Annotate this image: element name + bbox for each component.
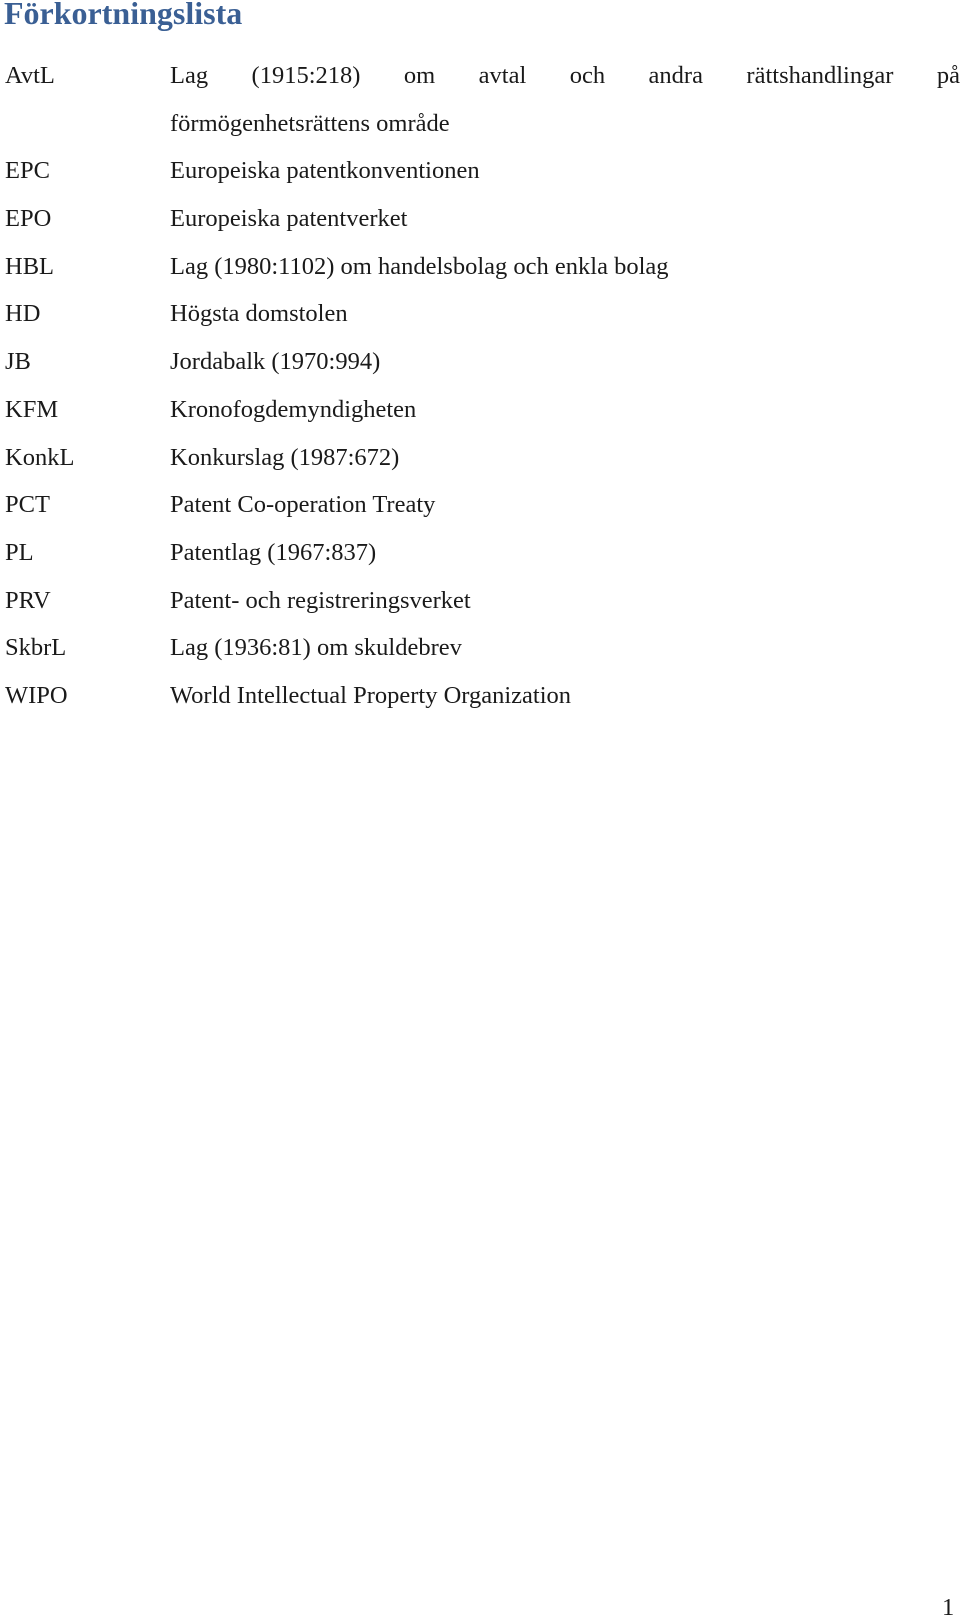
page-heading: Förkortningslista bbox=[4, 0, 243, 31]
description-word: rättshandlingar bbox=[746, 62, 894, 89]
abbreviation-term: PCT bbox=[5, 491, 50, 519]
abbreviation-term: EPO bbox=[5, 205, 52, 233]
description-word: på bbox=[936, 62, 960, 89]
abbreviation-entry bbox=[0, 481, 960, 529]
abbreviation-term: SkbrL bbox=[5, 634, 67, 662]
abbreviation-term: AvtL bbox=[5, 62, 55, 89]
abbreviation-description: Lag (1936:81) om skuldebrev bbox=[170, 634, 462, 662]
abbreviation-entry bbox=[0, 195, 960, 243]
abbreviation-description: Jordabalk (1970:994) bbox=[170, 348, 381, 376]
abbreviation-term: JB bbox=[5, 348, 31, 376]
abbreviation-entry bbox=[0, 577, 960, 625]
abbreviation-term: KonkL bbox=[5, 443, 75, 471]
description-word: (1915:218) bbox=[251, 62, 361, 89]
abbreviation-description: Europeiska patentverket bbox=[170, 205, 408, 233]
abbreviation-entry bbox=[0, 52, 960, 147]
description-continuation: förmögenhetsrättens område bbox=[170, 109, 450, 137]
abbreviation-entry bbox=[0, 386, 960, 434]
abbreviation-entry bbox=[0, 434, 960, 482]
abbreviation-term: HD bbox=[5, 300, 41, 328]
abbreviation-term: HBL bbox=[5, 252, 54, 280]
abbreviation-entry bbox=[0, 672, 960, 720]
abbreviation-description: Patent Co-operation Treaty bbox=[170, 491, 436, 519]
abbreviation-entry bbox=[0, 147, 960, 195]
abbreviation-description: Kronofogdemyndigheten bbox=[170, 395, 417, 423]
abbreviation-term: EPC bbox=[5, 157, 50, 185]
abbreviation-entry bbox=[0, 529, 960, 577]
abbreviation-description: Patent- och registreringsverket bbox=[170, 586, 471, 614]
page-number: 1 bbox=[942, 1594, 955, 1621]
abbreviation-term: PL bbox=[5, 538, 34, 566]
description-word: avtal bbox=[478, 62, 527, 89]
description-word: och bbox=[569, 62, 606, 89]
abbreviation-entry bbox=[0, 338, 960, 386]
description-word: Lag bbox=[170, 62, 209, 89]
abbreviation-entry bbox=[0, 290, 960, 338]
abbreviation-description bbox=[170, 52, 960, 147]
abbreviation-term: WIPO bbox=[5, 681, 68, 709]
abbreviation-entry bbox=[0, 243, 960, 291]
description-word: andra bbox=[648, 62, 703, 89]
abbreviation-description: Patentlag (1967:837) bbox=[170, 538, 377, 566]
abbreviation-description: World Intellectual Property Organization bbox=[170, 681, 572, 709]
abbreviation-description: Konkurslag (1987:672) bbox=[170, 443, 400, 471]
abbreviation-list bbox=[0, 52, 960, 720]
abbreviation-entry bbox=[0, 624, 960, 672]
description-line-justified bbox=[170, 52, 960, 100]
abbreviation-term: KFM bbox=[5, 395, 59, 423]
abbreviation-description: Lag (1980:1102) om handelsbolag och enkla bolag bbox=[170, 252, 669, 280]
abbreviation-description: Europeiska patentkonventionen bbox=[170, 157, 480, 185]
abbreviation-description: Högsta domstolen bbox=[170, 300, 348, 328]
abbreviation-term: PRV bbox=[5, 586, 51, 614]
description-word: om bbox=[403, 62, 436, 89]
